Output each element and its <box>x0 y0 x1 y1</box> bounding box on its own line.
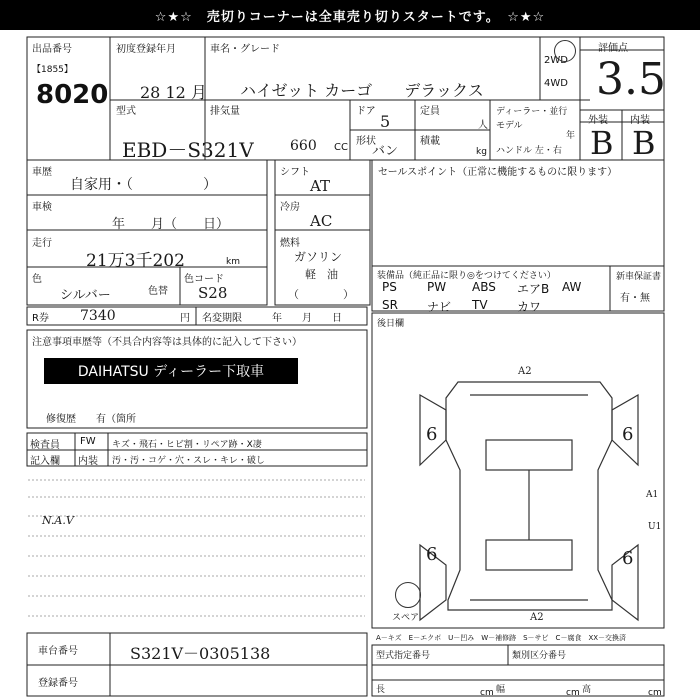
chassis-value: S321V－0305138 <box>130 644 271 663</box>
dims-unit-1: cm <box>480 688 494 698</box>
ac-value: AC <box>310 212 333 230</box>
sales-label: セールスポイント（正常に機能するものに限ります） <box>378 167 618 178</box>
inspector-label-2: 記入欄 <box>30 456 60 467</box>
recycle-value: 7340 <box>80 308 116 324</box>
equip-leather: カワ <box>517 300 542 314</box>
fuel-v2: 軽 油 <box>305 268 338 281</box>
ext-score: B <box>590 124 614 162</box>
inspector-int: 内装 <box>78 456 98 467</box>
car-diagram <box>420 382 638 620</box>
mileage-value: 21万3千202 <box>86 251 185 271</box>
damage-mark-fl: 6 <box>426 424 438 445</box>
damage-mark-side2: U1 <box>648 522 662 532</box>
doors-value: 5 <box>380 112 391 131</box>
shift-label: シフト <box>280 167 310 178</box>
handwritten-note: N.A.V <box>42 514 74 527</box>
color-code-value: S28 <box>198 284 228 302</box>
drive-4wd: 4WD <box>544 78 568 89</box>
spare-label: スペア <box>392 613 420 623</box>
inspector-int-text: 汚・汚・コゲ・穴・スレ・キレ・破し <box>112 456 265 466</box>
model-label: 型式 <box>116 106 136 117</box>
equip-aw: AW <box>562 280 582 294</box>
car-name-value: ハイゼット カーゴ デラックス <box>240 81 484 100</box>
displacement-unit: CC <box>334 142 348 153</box>
damage-mark-fr: 6 <box>622 424 634 445</box>
mileage-label: 走行 <box>32 238 52 249</box>
fuel-v3: （ ） <box>288 288 354 301</box>
damage-legend: A－キズ E－エクボ U－凹み W－補修跡 S－サビ C－腐食 XX－交換済 <box>376 634 627 642</box>
first-reg-label: 初度登録年月 <box>116 44 176 55</box>
doors-label: ドア <box>356 106 376 117</box>
inspection-value: 年 月（ 日） <box>112 217 230 232</box>
damage-mark-rl: 6 <box>426 544 438 565</box>
damage-mark-front: A2 <box>518 366 532 377</box>
int-label: 内装 <box>630 115 650 126</box>
score-label: 評価点 <box>598 43 628 54</box>
lot-number: 8020 <box>36 80 109 110</box>
equip-navi: ナビ <box>427 300 452 314</box>
inspection-label: 車検 <box>32 202 52 213</box>
color-value: シルバー <box>60 288 111 303</box>
transfer-label: 名変期限 <box>202 313 242 324</box>
lot-label: 出品番号 <box>32 44 72 55</box>
history-value: 自家用・（ ） <box>70 177 217 193</box>
ac-label: 冷房 <box>280 202 300 213</box>
dims-length: 長 <box>376 685 386 695</box>
capacity-label: 定員 <box>420 106 440 117</box>
dims-width: 幅 <box>496 685 506 695</box>
equip-tv: TV <box>472 298 488 312</box>
dims-unit-2: cm <box>566 688 580 698</box>
drive-circle <box>554 40 576 62</box>
warranty-label: 新車保証書 <box>616 272 662 282</box>
inspector-label-1: 検査員 <box>30 440 60 451</box>
equip-pw: PW <box>427 280 447 294</box>
chassis-label: 車台番号 <box>38 646 78 657</box>
spare-tire-icon <box>395 582 421 608</box>
dealer-l3: 年 <box>566 131 576 141</box>
score-value: 3.5 <box>596 54 666 105</box>
equipment-grid <box>382 280 607 315</box>
dims-height: 高 <box>582 685 592 695</box>
damage-mark-side: A1 <box>646 490 659 500</box>
repair-history: 修復歴 有（箇所 <box>46 414 136 425</box>
color-change-label: 色替 <box>148 286 168 297</box>
dealer-tradein-banner: DAIHATSU ディーラー下取車 <box>44 358 298 384</box>
recycle-label: R券 <box>32 313 49 324</box>
damage-mark-rr: 6 <box>622 548 634 569</box>
transfer-value: 年 月 日 <box>272 313 342 324</box>
history-label: 車歴 <box>32 167 52 178</box>
displacement-label: 排気量 <box>210 106 240 117</box>
ext-label: 外装 <box>588 115 608 126</box>
recycle-unit: 円 <box>180 313 190 324</box>
inspector-fw: FW <box>80 436 96 447</box>
notes-label: 注意事項車歴等（不具合内容等は具体的に記入して下さい） <box>32 337 302 348</box>
car-name-label: 車名・グレード <box>210 44 280 55</box>
equip-abs: ABS <box>472 280 496 294</box>
dealer-l1: ディーラー・並行 <box>496 107 568 117</box>
mileage-unit: km <box>226 257 240 267</box>
warranty-value: 有・無 <box>620 293 650 304</box>
dealer-l2: モデル <box>496 121 523 131</box>
color-code-label: 色コード <box>184 274 224 285</box>
load-label: 積載 <box>420 136 440 147</box>
equipment-label: 装備品（純正品に限り◎をつけてください） <box>377 271 556 281</box>
shape-value: バン <box>372 144 399 159</box>
equip-airbag: エアB <box>517 282 550 296</box>
shift-value: AT <box>310 177 331 195</box>
displacement-value: 660 <box>290 138 317 154</box>
fuel-value: ガソリン <box>294 250 343 264</box>
int-score: B <box>632 124 656 162</box>
dims-l2: 類別区分番号 <box>512 651 567 661</box>
top-banner: ☆★☆ 売切りコーナーは全車売り切りスタートです。 ☆★☆ <box>0 0 700 30</box>
inspector-fw-text: キズ・飛石・ヒビ割・リペア跡・X凄 <box>112 440 262 450</box>
equip-ps: PS <box>382 280 397 294</box>
fuel-label: 燃料 <box>280 238 300 249</box>
load-unit: kg <box>476 147 487 157</box>
dealer-l4: ハンドル 左・右 <box>496 146 562 156</box>
registration-label: 登録番号 <box>38 678 78 689</box>
color-label: 色 <box>32 274 42 285</box>
shape-label: 形状 <box>356 136 376 147</box>
damage-mark-rear: A2 <box>530 612 544 623</box>
equip-sr: SR <box>382 298 398 312</box>
lot-sub: 【1855】 <box>32 65 73 75</box>
first-reg-value: 28 12 月 <box>140 83 207 102</box>
capacity-unit: 人 <box>478 120 488 131</box>
drive-2wd: 2WD <box>544 55 568 66</box>
post-notes-label: 後日欄 <box>377 319 405 329</box>
dims-unit-3: cm <box>648 688 662 698</box>
model-value: EBD－S321V <box>122 138 254 162</box>
dims-l1: 型式指定番号 <box>376 651 431 661</box>
